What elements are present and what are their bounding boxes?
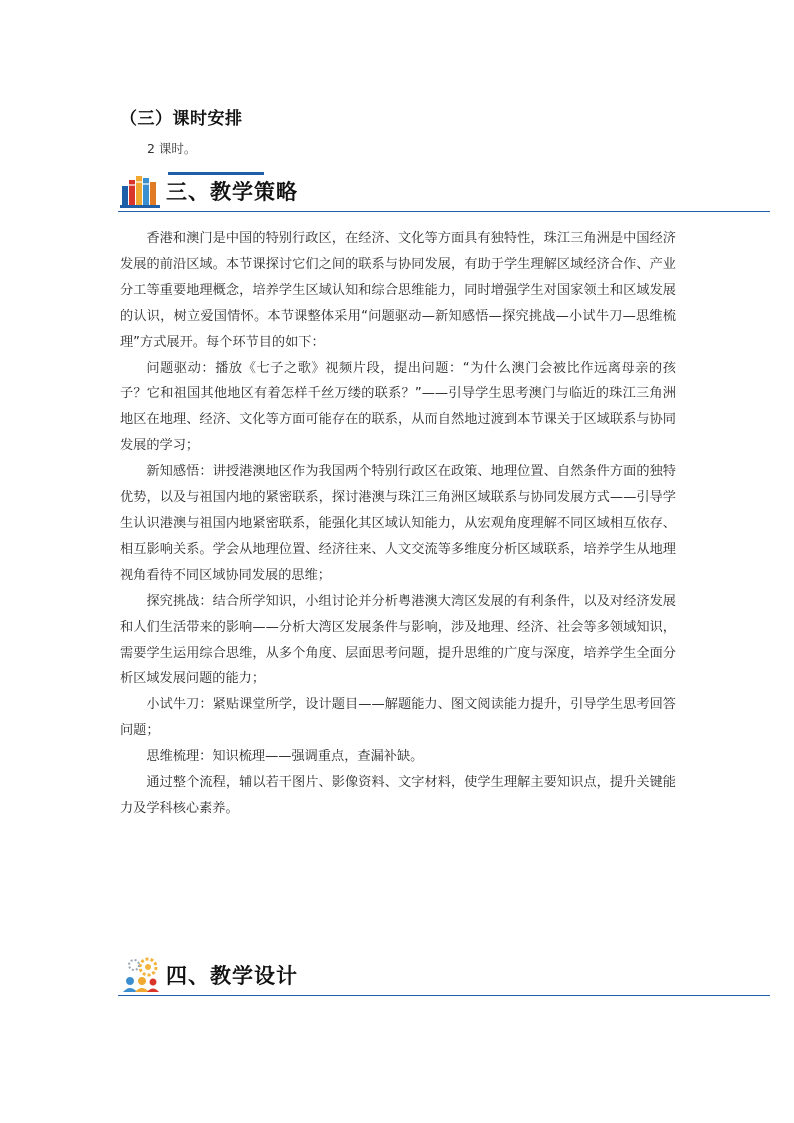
schedule-hours: 2 课时。 [147, 141, 197, 156]
books-icon [118, 172, 162, 210]
section-four-header [118, 956, 770, 996]
gears-people-icon [118, 956, 162, 994]
title-underline [118, 211, 770, 212]
title-underline [118, 995, 770, 996]
title-accent-rule [168, 172, 264, 175]
paragraph-intro: 香港和澳门是中国的特别行政区，在经济、文化等方面具有独特性，珠江三角洲是中国经济发展的前沿区域。本节课探讨它们之间的联系与协同发展，有助于学生理解区域经济合作、产业分工等重要地理概念，培养学生区域认知和综合思维能力，同时增强学生对国家领土和区域发展的认识，树立爱国情怀。本节课整体采用“问题驱动—新知感悟—探究挑战—小试牛刀—思维梳理”方式展开。每个环节目的如下： [120, 231, 676, 350]
section-four-title: 四、教学设计 [166, 964, 298, 988]
paragraph-exploration: 探究挑战：结合所学知识，小组讨论并分析粤港澳大湾区发展的有利条件，以及对经济发展和人们生活带来的影响——分析大湾区发展条件与影响，涉及地理、经济、社会等多领域知识，需要学生运用综合思维，从多个角度、层面思考问题，提升思维的广度与深度，培养学生全面分析区域发展问题的能力； [120, 593, 676, 687]
paragraph-question-driven: 问题驱动：播放《七子之歌》视频片段，提出问题：“为什么澳门会被比作远离母亲的孩子？它和祖国其他地区有着怎样千丝万缕的联系？”——引导学生思考澳门与临近的珠江三角洲地区在地理、经济、文化等方面可能存在的联系，从而自然地过渡到本节课关于区域联系与协同发展的学习； [120, 360, 676, 454]
section-three-title: 三、教学策略 [166, 180, 298, 204]
paragraph-new-knowledge: 新知感悟：讲授港澳地区作为我国两个特别行政区在政策、地理位置、自然条件方面的独特优势，以及与祖国内地的紧密联系，探讨港澳与珠江三角洲区域联系与协同发展方式——引导学生认识港澳与祖国内地紧密联系，能强化其区域认知能力，从宏观角度理解不同区域相互依存、相互影响关系。学会从地理位置、经济往来、人文交流等多维度分析区域联系，培养学生从地理视角看待不同区域协同发展的思维； [120, 464, 676, 583]
paragraph-summary: 通过整个流程，辅以若干图片、影像资料、文字材料，使学生理解主要知识点，提升关键能力及学科核心素养。 [120, 775, 676, 816]
paragraph-review: 思维梳理：知识梳理——强调重点，查漏补缺。 [146, 749, 424, 765]
schedule-heading: （三）课时安排 [120, 109, 243, 129]
paragraph-practice: 小试牛刀：紧贴课堂所学，设计题目——解题能力、图文阅读能力提升，引导学生思考回答问题； [120, 697, 676, 739]
section-three-body [120, 226, 676, 822]
section-three-header [118, 172, 770, 212]
